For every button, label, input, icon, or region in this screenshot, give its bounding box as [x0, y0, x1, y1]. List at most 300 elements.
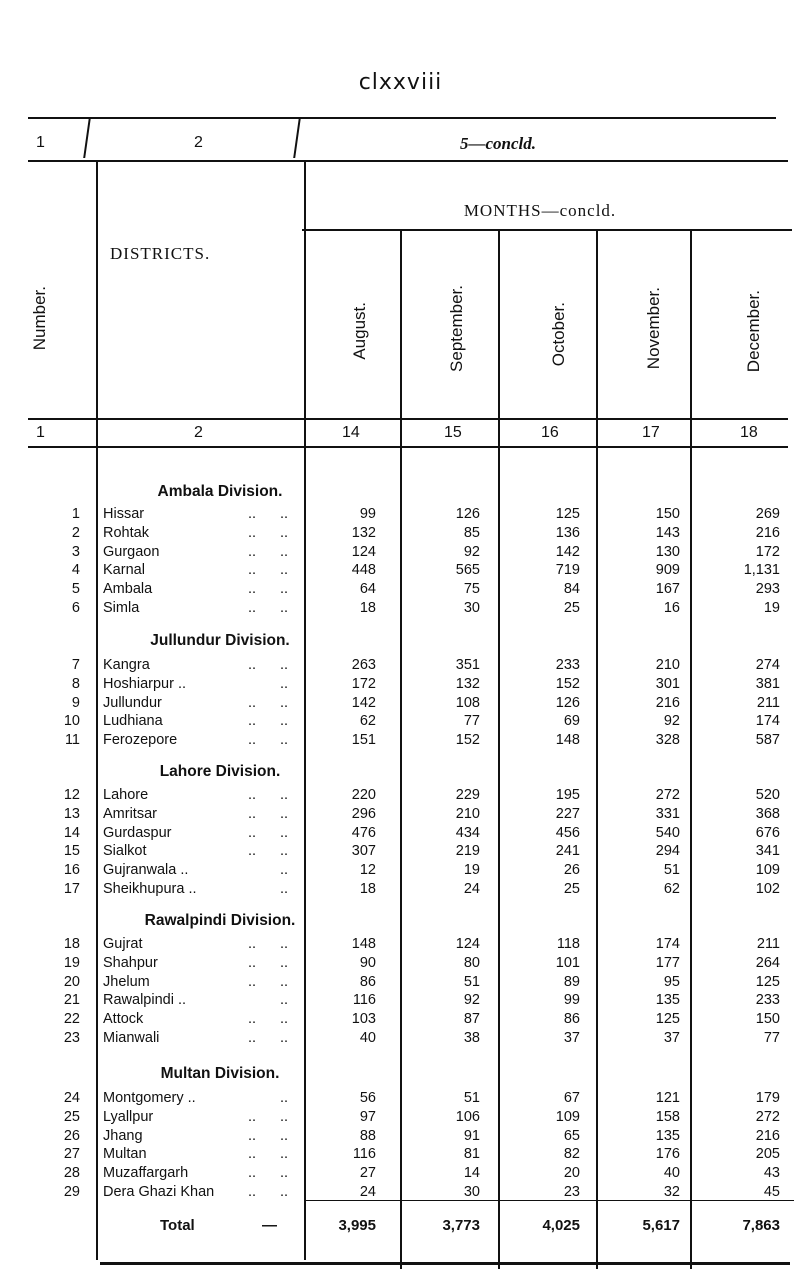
month-value: 167	[655, 581, 680, 598]
header-col-1: 1	[36, 134, 45, 151]
month-value: 81	[463, 1146, 480, 1163]
month-value: 38	[463, 1030, 480, 1046]
month-value: 174	[755, 713, 780, 730]
subno-1: 1	[36, 424, 45, 441]
leader-dots: ..	[280, 1030, 289, 1046]
top-rule	[28, 117, 776, 119]
table-row	[0, 1165, 801, 1183]
month-value: 126	[455, 506, 480, 522]
divider	[83, 118, 90, 158]
leader-dots: ..	[248, 936, 257, 952]
month-october: October.	[549, 302, 568, 367]
month-value: 676	[755, 824, 780, 841]
month-value: 272	[655, 787, 680, 803]
month-value: 216	[755, 524, 780, 541]
district-name: Gujranwala ..	[103, 862, 189, 879]
subno-14: 14	[342, 424, 360, 441]
leader-dots: ..	[248, 973, 257, 990]
month-value: 108	[455, 694, 480, 711]
month-value: 148	[555, 732, 580, 749]
leader-dots: ..	[248, 824, 257, 841]
table-row	[0, 936, 801, 954]
leader-dots: ..	[248, 713, 257, 730]
district-name: Rohtak	[103, 524, 149, 541]
month-value: 587	[755, 732, 780, 749]
month-december: December.	[744, 290, 763, 373]
month-value: 90	[359, 954, 376, 971]
month-value: 16	[663, 600, 680, 616]
leader-dots: ..	[280, 600, 289, 616]
district-name: Dera Ghazi Khan	[103, 1184, 215, 1200]
number-label: Number.	[30, 286, 49, 351]
leader-dots: ..	[248, 1184, 257, 1200]
total-september: 3,773	[442, 1217, 480, 1234]
district-name: Shahpur	[103, 954, 158, 971]
month-value: 92	[463, 543, 480, 560]
district-name: Lahore	[103, 787, 149, 803]
table-title: 5—concld.	[460, 134, 537, 153]
month-value: 101	[555, 954, 580, 971]
month-value: 158	[655, 1108, 680, 1125]
table-row	[0, 825, 801, 843]
month-value: 84	[563, 581, 580, 598]
total-december: 7,863	[742, 1217, 780, 1234]
district-name: Ludhiana	[103, 713, 163, 730]
row-number: 21	[63, 992, 80, 1009]
leader-dots: ..	[280, 824, 289, 841]
month-value: 177	[655, 954, 680, 971]
month-value: 86	[359, 973, 376, 990]
month-value: 106	[455, 1108, 480, 1125]
month-value: 216	[655, 694, 680, 711]
district-name: Montgomery ..	[103, 1090, 196, 1106]
district-name: Rawalpindi ..	[103, 992, 187, 1009]
month-value: 216	[755, 1127, 780, 1144]
body-rule	[28, 446, 788, 448]
row-number: 27	[63, 1146, 80, 1163]
district-name: Amritsar	[103, 805, 157, 822]
row-number: 23	[63, 1030, 80, 1046]
table-row	[0, 676, 801, 694]
month-value: 24	[463, 881, 480, 897]
leader-dots: ..	[280, 1146, 289, 1163]
month-value: 172	[351, 675, 376, 692]
divider	[293, 118, 300, 158]
leader-dots: ..	[280, 992, 289, 1009]
table-row	[0, 713, 801, 731]
months-label: MONTHS—concld.	[463, 201, 617, 220]
month-value: 456	[555, 824, 580, 841]
table-row	[0, 1109, 801, 1127]
month-value: 272	[755, 1108, 780, 1125]
district-name: Muzaffargarh	[103, 1165, 189, 1182]
month-value: 85	[463, 524, 480, 541]
month-value: 125	[555, 506, 580, 522]
month-value: 24	[359, 1184, 376, 1200]
month-value: 40	[359, 1030, 376, 1046]
row-number: 9	[71, 694, 80, 711]
table-row	[0, 787, 801, 805]
leader-dots: ..	[248, 1030, 257, 1046]
header-col-2: 2	[194, 134, 203, 151]
month-value: 121	[655, 1090, 680, 1106]
leader-dots: ..	[248, 524, 257, 541]
month-august: August.	[350, 302, 369, 360]
row-number: 29	[63, 1184, 80, 1200]
month-value: 195	[555, 787, 580, 803]
row-number: 17	[63, 881, 80, 897]
leader-dots: ..	[248, 543, 257, 560]
month-value: 18	[359, 881, 376, 897]
leader-dots: ..	[248, 1011, 257, 1028]
month-value: 263	[351, 657, 376, 673]
district-name: Hissar	[103, 506, 145, 522]
row-number: 5	[71, 581, 80, 598]
month-value: 87	[463, 1011, 480, 1028]
leader-dots: ..	[280, 581, 289, 598]
total-label: Total	[160, 1217, 195, 1234]
leader-dots: ..	[248, 1165, 257, 1182]
leader-dots: ..	[280, 1184, 289, 1200]
month-value: 102	[755, 881, 780, 897]
leader-dots: ..	[280, 936, 289, 952]
row-number: 11	[64, 732, 80, 749]
district-name: Gurgaon	[103, 543, 160, 560]
total-rule	[304, 1200, 794, 1201]
month-value: 56	[359, 1090, 376, 1106]
table-row	[0, 881, 801, 899]
month-value: 368	[755, 805, 780, 822]
month-value: 124	[351, 543, 376, 560]
month-value: 150	[755, 1011, 780, 1028]
table-row	[0, 581, 801, 599]
table-row	[0, 1011, 801, 1029]
month-value: 341	[755, 843, 780, 860]
month-value: 51	[463, 1090, 480, 1106]
row-number: 16	[63, 862, 80, 879]
subno-17: 17	[642, 424, 660, 441]
table-row	[0, 806, 801, 824]
total-october: 4,025	[542, 1217, 580, 1234]
month-value: 125	[755, 973, 780, 990]
leader-dots: ..	[280, 881, 289, 897]
month-value: 25	[563, 881, 580, 897]
table-row	[0, 1090, 801, 1108]
row-number: 10	[63, 713, 80, 730]
month-value: 64	[359, 581, 376, 598]
month-value: 30	[463, 1184, 480, 1200]
month-value: 77	[763, 1030, 780, 1046]
table-row	[0, 1128, 801, 1146]
month-value: 92	[663, 713, 680, 730]
month-value: 331	[655, 805, 680, 822]
leader-dots: ..	[280, 694, 289, 711]
month-value: 269	[755, 506, 780, 522]
month-value: 19	[463, 862, 480, 879]
month-value: 14	[463, 1165, 480, 1182]
month-value: 301	[655, 675, 680, 692]
district-name: Jhelum	[103, 973, 150, 990]
month-value: 125	[655, 1011, 680, 1028]
subno-16: 16	[541, 424, 559, 441]
month-value: 172	[755, 543, 780, 560]
month-value: 136	[555, 524, 580, 541]
month-value: 77	[463, 713, 480, 730]
leader-dots: ..	[280, 506, 289, 522]
month-value: 75	[463, 581, 480, 598]
row-number: 18	[63, 936, 80, 952]
subno-15: 15	[444, 424, 462, 441]
month-value: 26	[563, 862, 580, 879]
leader-dots: ..	[248, 1146, 257, 1163]
month-value: 37	[563, 1030, 580, 1046]
row-number: 26	[63, 1127, 80, 1144]
leader-dots: ..	[280, 732, 289, 749]
table-row	[0, 695, 801, 713]
month-value: 328	[655, 732, 680, 749]
row-number: 13	[63, 805, 80, 822]
leader-dots: ..	[248, 843, 257, 860]
leader-dots: ..	[248, 787, 257, 803]
leader-dots: ..	[280, 1011, 289, 1028]
table-row	[0, 843, 801, 861]
table-row	[0, 562, 801, 580]
leader-dots: ..	[248, 600, 257, 616]
month-value: 89	[563, 973, 580, 990]
district-name: Gurdaspur	[103, 824, 172, 841]
month-value: 91	[463, 1127, 480, 1144]
month-value: 233	[555, 657, 580, 673]
leader-dots: ..	[248, 732, 257, 749]
month-value: 227	[555, 805, 580, 822]
district-name: Sialkot	[103, 843, 147, 860]
month-value: 210	[655, 657, 680, 673]
row-number: 20	[63, 973, 80, 990]
month-value: 92	[463, 992, 480, 1009]
month-september: September.	[447, 285, 466, 372]
leader-dots: ..	[280, 1090, 289, 1106]
row-number: 22	[63, 1011, 80, 1028]
table-row	[0, 862, 801, 880]
district-name: Attock	[103, 1011, 144, 1028]
leader-dots: ..	[280, 1165, 289, 1182]
month-value: 124	[455, 936, 480, 952]
month-value: 210	[455, 805, 480, 822]
row-number: 28	[63, 1165, 80, 1182]
month-value: 520	[755, 787, 780, 803]
month-value: 152	[455, 732, 480, 749]
month-value: 476	[351, 824, 376, 841]
month-value: 719	[555, 562, 580, 579]
leader-dots: ..	[248, 805, 257, 822]
month-value: 25	[563, 600, 580, 616]
district-name: Jhang	[103, 1127, 143, 1144]
months-rule	[302, 229, 792, 231]
month-value: 12	[359, 862, 376, 879]
month-value: 65	[563, 1127, 580, 1144]
month-value: 211	[756, 694, 780, 711]
month-value: 43	[763, 1165, 780, 1182]
row-number: 3	[71, 543, 80, 560]
month-value: 135	[655, 992, 680, 1009]
month-value: 142	[351, 694, 376, 711]
month-value: 18	[359, 600, 376, 616]
leader-dots: ..	[248, 954, 257, 971]
month-value: 23	[563, 1184, 580, 1200]
month-value: 88	[359, 1127, 376, 1144]
month-value: 296	[351, 805, 376, 822]
month-value: 51	[663, 862, 680, 879]
row-number: 1	[71, 506, 80, 522]
month-value: 116	[352, 1146, 376, 1163]
month-value: 274	[755, 657, 780, 673]
month-november: November.	[644, 287, 663, 370]
row-number: 2	[71, 524, 80, 541]
district-name: Gujrat	[103, 936, 143, 952]
leader-dots: ..	[280, 543, 289, 560]
leader-dots: ..	[248, 694, 257, 711]
month-value: 448	[351, 562, 376, 579]
month-value: 51	[463, 973, 480, 990]
total-august: 3,995	[338, 1217, 376, 1234]
table-row	[0, 992, 801, 1010]
subno-2: 2	[194, 424, 203, 441]
row-number: 12	[63, 787, 80, 803]
month-value: 174	[655, 936, 680, 952]
month-value: 116	[352, 992, 376, 1009]
month-value: 103	[351, 1011, 376, 1028]
table-row	[0, 1146, 801, 1164]
districts-label: DISTRICTS.	[110, 244, 211, 263]
division-heading: Lahore Division.	[159, 763, 281, 780]
leader-dots: ..	[280, 805, 289, 822]
total-dash: —	[262, 1217, 277, 1234]
month-value: 150	[655, 506, 680, 522]
month-value: 32	[663, 1184, 680, 1200]
district-name: Mianwali	[103, 1030, 160, 1046]
leader-dots: ..	[248, 1108, 257, 1125]
page-number: clxxviii	[358, 70, 443, 95]
table-row	[0, 955, 801, 973]
leader-dots: ..	[280, 862, 289, 879]
month-value: 126	[555, 694, 580, 711]
month-value: 99	[563, 992, 580, 1009]
month-value: 135	[655, 1127, 680, 1144]
leader-dots: ..	[280, 787, 289, 803]
month-value: 109	[555, 1108, 580, 1125]
bottom-rule	[100, 1262, 790, 1265]
leader-dots: ..	[248, 581, 257, 598]
month-value: 132	[351, 524, 376, 541]
month-value: 241	[555, 843, 580, 860]
month-value: 69	[563, 713, 580, 730]
table-row	[0, 600, 801, 618]
leader-dots: ..	[280, 657, 289, 673]
table-row	[0, 506, 801, 524]
table-row	[0, 974, 801, 992]
month-value: 82	[563, 1146, 580, 1163]
district-name: Multan	[103, 1146, 147, 1163]
month-value: 67	[563, 1090, 580, 1106]
month-value: 381	[755, 675, 780, 692]
leader-dots: ..	[248, 506, 257, 522]
leader-dots: ..	[280, 1127, 289, 1144]
header-rule	[28, 160, 788, 162]
division-heading: Rawalpindi Division.	[144, 912, 296, 929]
table-row	[0, 544, 801, 562]
leader-dots: ..	[280, 713, 289, 730]
leader-dots: ..	[280, 843, 289, 860]
month-value: 179	[755, 1090, 780, 1106]
month-value: 80	[463, 954, 480, 971]
month-value: 19	[763, 600, 780, 616]
month-value: 293	[755, 581, 780, 598]
month-value: 118	[556, 936, 580, 952]
month-value: 294	[655, 843, 680, 860]
table-row	[0, 525, 801, 543]
row-number: 6	[71, 600, 80, 616]
division-heading: Jullundur Division.	[150, 632, 290, 649]
district-name: Karnal	[103, 562, 145, 579]
month-value: 219	[455, 843, 480, 860]
month-value: 540	[655, 824, 680, 841]
month-value: 220	[351, 787, 376, 803]
month-value: 307	[351, 843, 376, 860]
month-value: 99	[359, 506, 376, 522]
district-name: Jullundur	[103, 694, 162, 711]
division-heading: Multan Division.	[160, 1065, 280, 1082]
leader-dots: ..	[280, 675, 289, 692]
leader-dots: ..	[280, 1108, 289, 1125]
month-value: 62	[359, 713, 376, 730]
month-value: 148	[351, 936, 376, 952]
row-number: 14	[63, 824, 80, 841]
district-name: Ambala	[103, 581, 153, 598]
month-value: 40	[663, 1165, 680, 1182]
total-november: 5,617	[642, 1217, 680, 1234]
month-value: 229	[455, 787, 480, 803]
subheader-rule	[28, 418, 788, 420]
month-value: 565	[455, 562, 480, 579]
month-value: 151	[351, 732, 376, 749]
month-value: 27	[359, 1165, 376, 1182]
row-number: 24	[63, 1090, 80, 1106]
leader-dots: ..	[280, 524, 289, 541]
row-number: 25	[63, 1108, 80, 1125]
row-number: 8	[71, 675, 80, 692]
leader-dots: ..	[248, 562, 257, 579]
month-value: 205	[755, 1146, 780, 1163]
month-value: 20	[563, 1165, 580, 1182]
row-number: 15	[63, 843, 80, 860]
month-value: 434	[455, 824, 480, 841]
leader-dots: ..	[280, 562, 289, 579]
month-value: 86	[563, 1011, 580, 1028]
district-name: Ferozepore	[103, 732, 178, 749]
table-row	[0, 1030, 801, 1048]
row-number: 7	[71, 657, 80, 673]
row-number: 19	[63, 954, 80, 971]
month-value: 97	[359, 1108, 376, 1125]
district-name: Sheikhupura ..	[103, 881, 197, 897]
month-value: 176	[655, 1146, 680, 1163]
month-value: 109	[755, 862, 780, 879]
month-value: 95	[663, 973, 680, 990]
month-value: 152	[555, 675, 580, 692]
leader-dots: ..	[248, 657, 257, 673]
month-value: 37	[663, 1030, 680, 1046]
month-value: 45	[763, 1184, 780, 1200]
